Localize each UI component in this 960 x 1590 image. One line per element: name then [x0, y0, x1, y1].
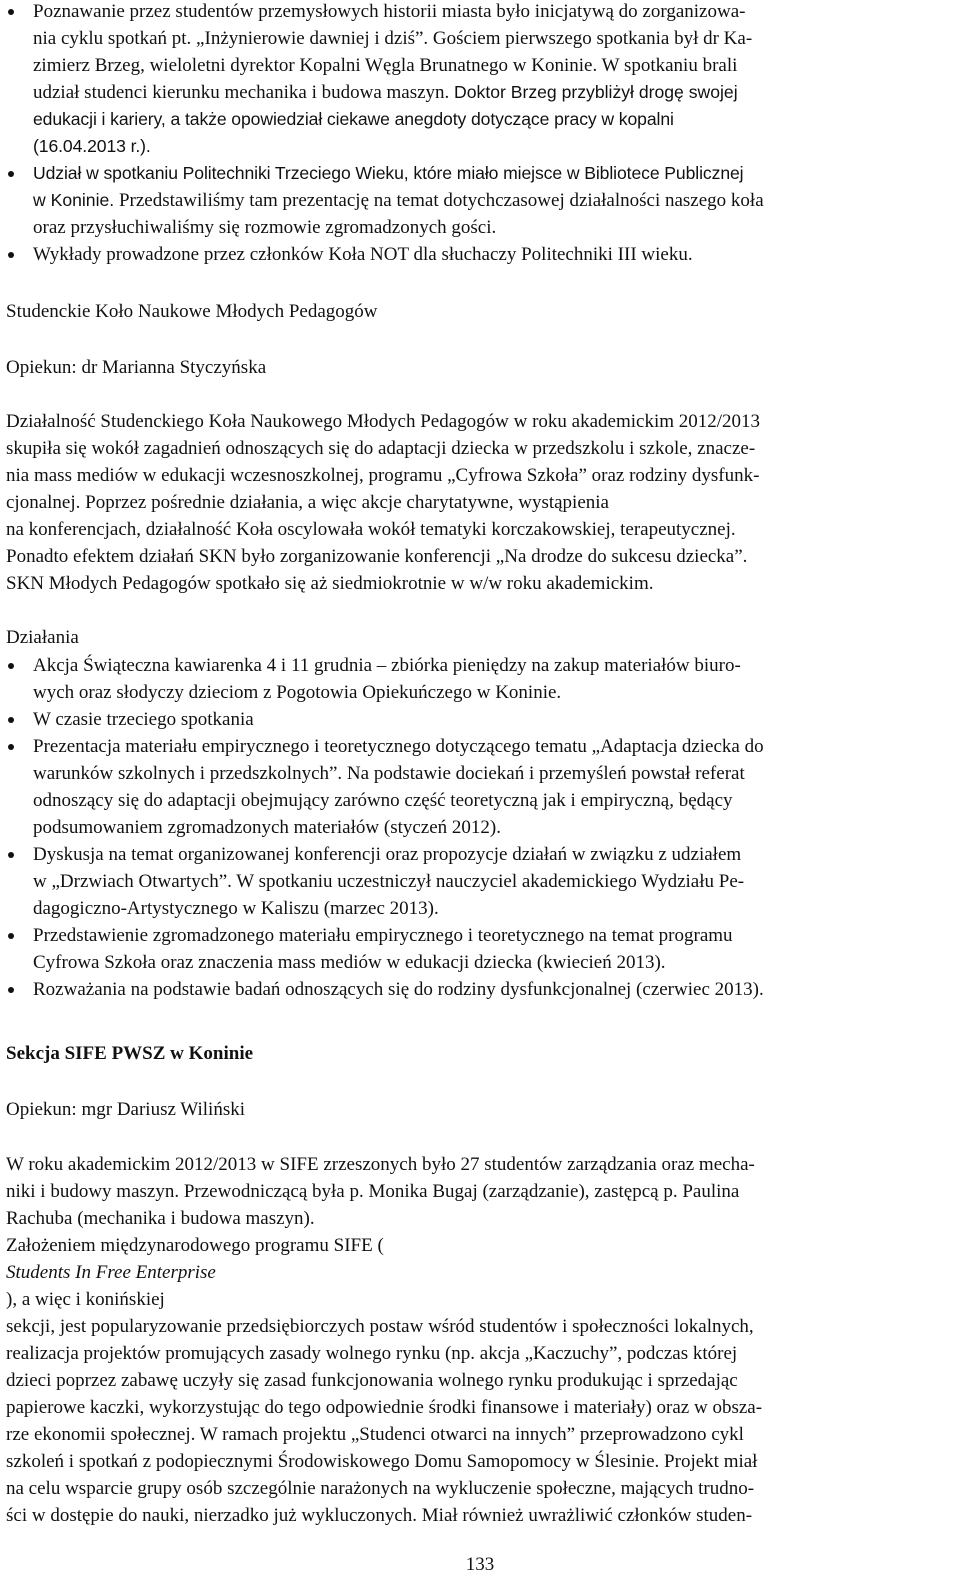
line: [33, 187, 948, 214]
line: Poznawanie przez studentów przemysłowych historii miasta było inicjatywą do zorganizowa-: [33, 1, 746, 22]
line: Dyskusja na temat organizowanej konferencji oraz propozycje działań w związku z udziałem: [33, 844, 742, 865]
line-text: ), a więc i konińskiej: [6, 1289, 165, 1310]
line: Działalność Studenckiego Koła Naukowego Młodych Pedagogów w roku akademickim 2012/2013: [6, 411, 761, 432]
line: w „Drzwiach Otwartych”. W spotkaniu uczestniczył nauczyciel akademickiego Wydziału Pe-: [33, 871, 745, 892]
line-text: Założeniem międzynarodowego programu SIFE (: [6, 1235, 384, 1256]
line: realizacja projektów promujących zasady wolnego rynku (np. akcja „Kaczuchy”, podczas której: [6, 1343, 738, 1364]
line: rze ekonomii społecznej. W ramach projektu „Studenci otwarci na innych” przeprowadzono cykl: [6, 1424, 744, 1445]
line: oraz przysłuchiwaliśmy się rozmowie zgromadzonych gości.: [33, 217, 497, 238]
line-text: udział studenci kierunku mechanika i budowa maszyn.: [33, 82, 450, 103]
section-paragraph: [6, 1151, 948, 1529]
line: edukacji i kariery, a także opowiedział ciekawe anegdoty dotyczące pracy w kopalni: [33, 109, 674, 129]
line: Udział w spotkaniu Politechniki Trzeciego Wieku, które miało miejsce w Bibliotece Publicznej: [33, 163, 744, 183]
line: (16.04.2013 r.).: [33, 136, 151, 156]
bullet-icon: [8, 744, 14, 750]
bullet-icon: [8, 933, 14, 939]
line: na celu wsparcie grupy osób szczególnie narażonych na wykluczenie społeczne, mających trudno-: [6, 1478, 755, 1499]
activities-list: [6, 652, 948, 1003]
line: szkoleń i spotkań z podopiecznymi Środowiskowego Domu Samopomocy w Ślesinie. Projekt miał: [6, 1451, 758, 1472]
list-item: [6, 841, 948, 922]
line: Przedstawienie zgromadzonego materiału empirycznego i teoretycznego na temat programu: [33, 925, 733, 946]
top-bullet-list: [6, 0, 948, 268]
line: Cyfrowa Szkoła oraz znaczenia mass mediów w edukacji dziecka (kwiecień 2013).: [33, 952, 666, 973]
line: sekcji, jest popularyzowanie przedsiębiorczych postaw wśród studentów i społeczności lokalnych,: [6, 1316, 754, 1337]
list-item: [6, 652, 948, 706]
list-item: [6, 241, 948, 268]
supervisor: Opiekun: dr Marianna Styczyńska: [6, 357, 267, 378]
list-item: [6, 0, 948, 160]
line: W czasie trzeciego spotkania: [33, 709, 254, 730]
line: ści w dostępie do nauki, nierzadko już wykluczonych. Miał również uwrażliwić członków studen-: [6, 1505, 753, 1526]
program-name: Students In Free Enterprise: [6, 1262, 216, 1283]
line: dzieci poprzez zabawę uczyły się zasad funkcjonowania wolnego rynku produkując i sprzedając: [6, 1370, 738, 1391]
supervisor: Opiekun: mgr Dariusz Wiliński: [6, 1099, 245, 1120]
section-title: Studenckie Koło Naukowe Młodych Pedagogów: [6, 301, 378, 322]
bullet-icon: [8, 252, 14, 258]
list-item: [6, 160, 948, 241]
line: odnoszący się do adaptacji obejmujący zarówno część teoretyczną jak i empiryczną, będący: [33, 790, 733, 811]
section-paragraph: [6, 408, 948, 597]
line: dagogiczno-Artystycznego w Kaliszu (marzec 2013).: [33, 898, 439, 919]
list-item: [6, 706, 948, 733]
line: Wykłady prowadzone przez członków Koła NOT dla słuchaczy Politechniki III wieku.: [33, 244, 693, 265]
line: niki i budowy maszyn. Przewodniczącą była p. Monika Bugaj (zarządzanie), zastępcą p. Paulina: [6, 1181, 740, 1202]
line: Rachuba (mechanika i budowa maszyn).: [6, 1208, 315, 1229]
line: W roku akademickim 2012/2013 w SIFE zrzeszonych było 27 studentów zarządzania oraz mecha-: [6, 1154, 755, 1175]
line: nia mass mediów w edukacji wczesnoszkolnej, programu „Cyfrowa Szkoła” oraz rodziny dysfunk-: [6, 465, 760, 486]
line: zimierz Brzeg, wieloletni dyrektor Kopalni Węgla Brunatnego w Koninie. W spotkaniu brali: [33, 55, 738, 76]
bullet-icon: [8, 987, 14, 993]
line: Ponadto efektem działań SKN było zorganizowanie konferencji „Na drodze do sukcesu dziecka”.: [6, 546, 748, 567]
section-title: Sekcja SIFE PWSZ w Koninie: [6, 1043, 254, 1064]
bullet-icon: [8, 717, 14, 723]
line: wych oraz słodyczy dzieciom z Pogotowia Opiekuńczego w Koninie.: [33, 682, 562, 703]
list-item: [6, 733, 948, 841]
line-text: Przedstawiliśmy tam prezentację na temat dotychczasowej działalności naszego koła: [118, 190, 764, 211]
line: papierowe kaczki, wykorzystując do tego odpowiednie środki finansowe i materiały) oraz w obsza-: [6, 1397, 763, 1418]
line: na konferencjach, działalność Koła oscylowała wokół tematyki korczakowskiej, terapeutycznej.: [6, 519, 736, 540]
list-item: [6, 922, 948, 976]
line-text-sans: w Koninie.: [33, 190, 115, 210]
line: Akcja Świąteczna kawiarenka 4 i 11 grudnia – zbiórka pieniędzy na zakup materiałów biuro-: [33, 655, 741, 676]
line: skupiła się wokół zagadnień odnoszących się do adaptacji dziecka w przedszkolu i szkole, znacze-: [6, 438, 756, 459]
bullet-icon: [8, 171, 14, 177]
bullet-icon: [8, 852, 14, 858]
bullet-icon: [8, 663, 14, 669]
line: Prezentacja materiału empirycznego i teoretycznego dotyczącego tematu „Adaptacja dziecka do: [33, 736, 764, 757]
page-number: 133: [465, 1554, 495, 1575]
list-item: [6, 976, 948, 1003]
line: podsumowaniem zgromadzonych materiałów (styczeń 2012).: [33, 817, 501, 838]
line-text-sans: Doktor Brzeg przybliżył drogę swojej: [454, 82, 738, 102]
line: cjonalnej. Poprzez pośrednie działania, a więc akcje charytatywne, wystąpienia: [6, 492, 609, 513]
line: [6, 1232, 948, 1313]
line: Rozważania na podstawie badań odnoszących się do rodziny dysfunkcjonalnej (czerwiec 2013).: [33, 979, 764, 1000]
line: [33, 79, 948, 106]
line: nia cyklu spotkań pt. „Inżynierowie dawniej i dziś”. Gościem pierwszego spotkania był dr Ka-: [33, 28, 753, 49]
line: SKN Młodych Pedagogów spotkało się aż siedmiokrotnie w w/w roku akademickim.: [6, 573, 654, 594]
activities-label: Działania: [6, 627, 79, 648]
bullet-icon: [8, 9, 14, 15]
line: warunków szkolnych i przedszkolnych”. Na podstawie dociekań i przemyśleń powstał referat: [33, 763, 745, 784]
